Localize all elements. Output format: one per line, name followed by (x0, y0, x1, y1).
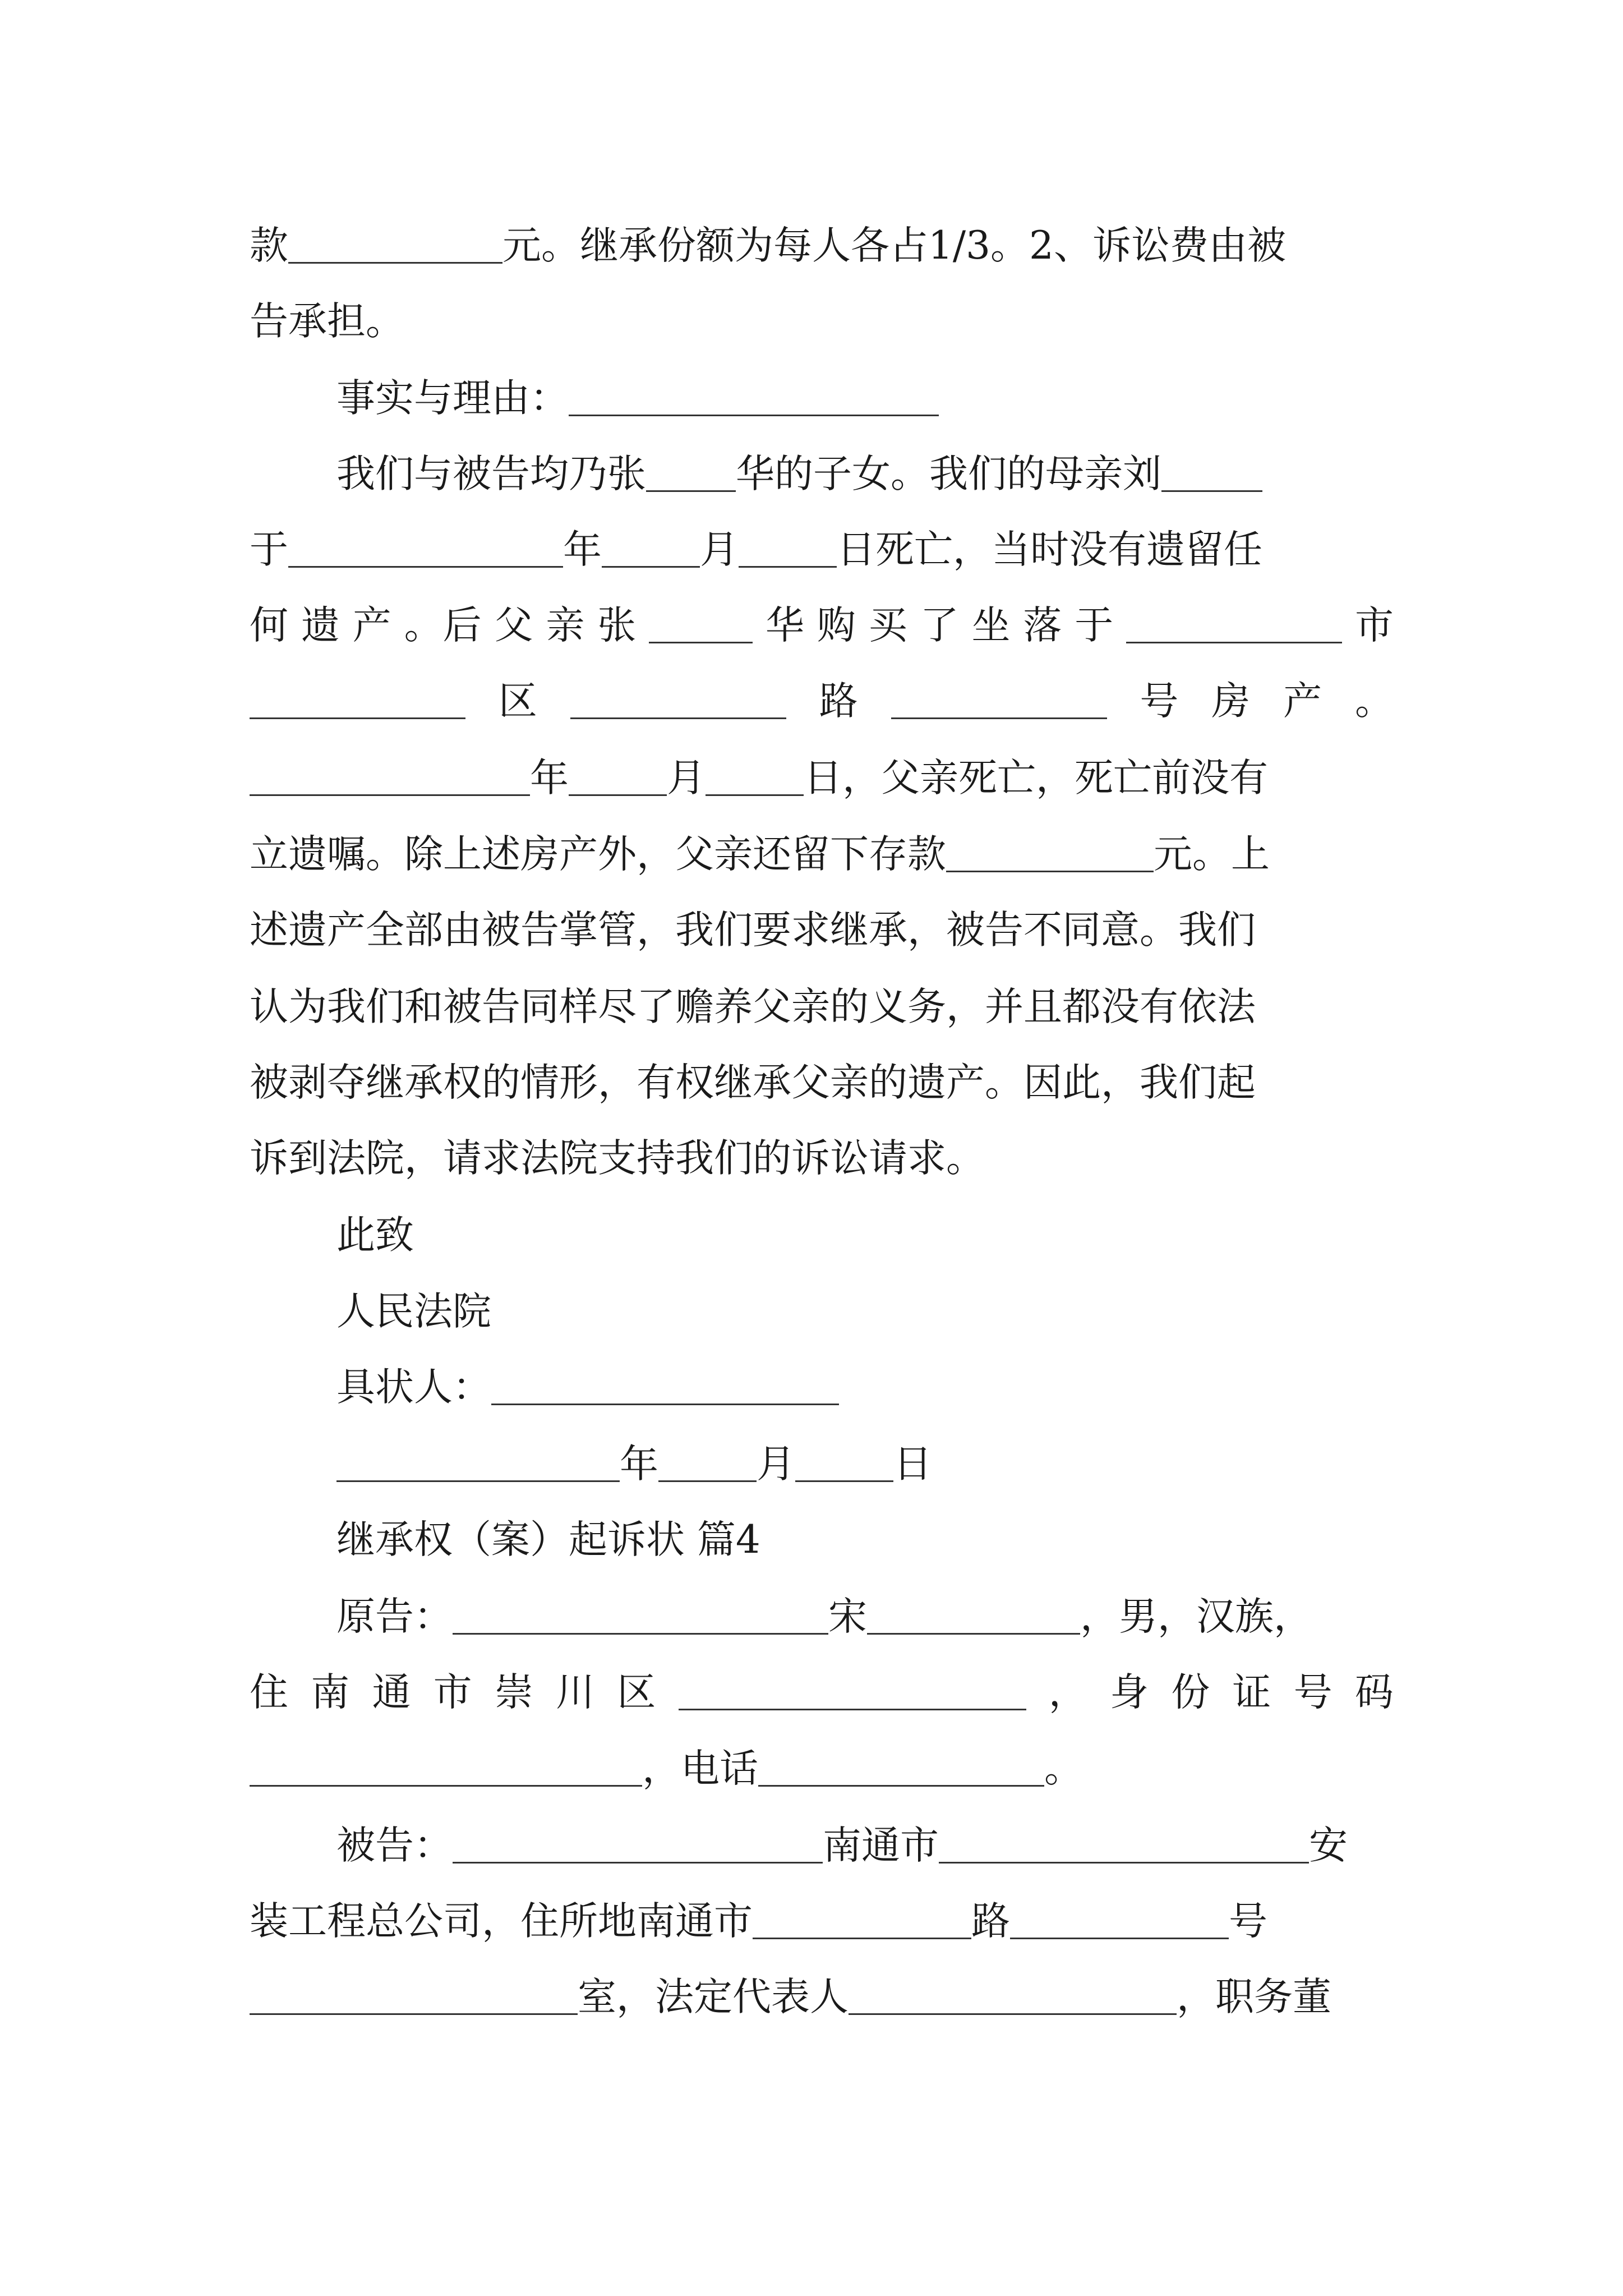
text: 路 (819, 679, 858, 724)
blank-field (679, 1674, 1026, 1710)
text: 日死亡，当时没有遗留任 (837, 527, 1262, 572)
text-line (250, 1055, 1394, 1111)
text-line (250, 1664, 1394, 1720)
blank-field (946, 836, 1154, 872)
text: 市 (1355, 603, 1394, 648)
text: 款 (250, 223, 288, 268)
text-line (250, 1130, 1394, 1186)
blank-field (706, 760, 804, 796)
text: 年 (620, 1442, 658, 1487)
text: 。后 (404, 603, 482, 648)
blank-field (570, 683, 786, 719)
text: 华 (766, 603, 804, 648)
text: 华的子女。我们的母亲刘 (736, 452, 1161, 496)
text: 落 (1023, 603, 1062, 648)
blank-field (753, 1903, 971, 1939)
text: 安 (1309, 1823, 1348, 1868)
blank-field (849, 1978, 1177, 2015)
blank-field (288, 227, 502, 264)
blank-field (646, 455, 736, 492)
blank-field (569, 380, 939, 416)
text: 继承权（案）起诉状 篇4 (336, 1517, 760, 1562)
text: 路 (971, 1899, 1010, 1944)
text-line (250, 979, 1394, 1035)
text-line (250, 293, 1394, 349)
text-line (250, 597, 1394, 654)
blank-field (288, 531, 563, 568)
blank-field (250, 1978, 578, 2015)
text: 此致 (336, 1213, 414, 1258)
text: 南 (311, 1670, 350, 1715)
text-line (250, 826, 1394, 882)
text: 日，父亲死亡，死亡前没有 (804, 756, 1268, 800)
text: 月 (757, 1442, 795, 1487)
text: 张 (597, 603, 637, 648)
text-line (336, 1818, 1394, 1874)
text: 产 (352, 603, 391, 648)
blank-field (1126, 607, 1342, 643)
text: 房 (1211, 679, 1251, 724)
text: 南通市 (823, 1823, 939, 1868)
section-title (336, 1512, 1394, 1568)
text: 。 (1044, 1746, 1083, 1791)
text: 坐 (971, 603, 1011, 648)
blank-field (758, 1750, 1044, 1787)
text: 月 (667, 756, 706, 800)
text: 产 (1283, 679, 1322, 724)
text: 身 (1109, 1670, 1149, 1715)
text: ，电话 (642, 1746, 758, 1791)
text: ， (1048, 1670, 1087, 1715)
text: 述遗产全部由被告掌管，我们要求继承，被告不同意。我们 (250, 908, 1256, 953)
salutation (336, 1207, 1394, 1263)
text: 日 (893, 1442, 932, 1487)
text: 年 (530, 756, 569, 800)
text: 元。上 (1154, 832, 1270, 877)
blank-field (453, 1598, 828, 1635)
blank-field (569, 760, 667, 796)
text: 崇 (494, 1670, 533, 1715)
blank-field (250, 683, 465, 719)
text: 年 (563, 527, 602, 572)
text: 何 (250, 603, 288, 648)
text: 了 (920, 603, 959, 648)
blank-field (336, 1446, 620, 1482)
text-line (250, 902, 1394, 958)
text: 码 (1354, 1670, 1394, 1715)
text-line (250, 1893, 1394, 1949)
text-line (250, 1969, 1394, 2025)
text: 亲 (546, 603, 585, 648)
text: 人民法院 (336, 1289, 491, 1334)
text-line (336, 370, 1394, 426)
blank-field (867, 1598, 1080, 1635)
text: 号 (1293, 1670, 1332, 1715)
text: 购 (817, 603, 856, 648)
text-line (336, 446, 1394, 502)
blank-field (939, 1827, 1309, 1864)
blank-field (453, 1827, 823, 1864)
text: 立遗嘱。除上述房产外，父亲还留下存款 (250, 832, 946, 877)
blank-field (795, 1446, 893, 1482)
blank-field (1161, 455, 1262, 492)
court-name (336, 1283, 1394, 1340)
blank-field (250, 1750, 642, 1787)
text: 于 (1075, 603, 1114, 648)
text: 区 (617, 1670, 656, 1715)
text: ，男，汉族， (1080, 1594, 1312, 1639)
text-line (250, 673, 1394, 729)
text: 具状人： (336, 1365, 491, 1410)
text-line (250, 1741, 1394, 1797)
text: 买 (868, 603, 907, 648)
text: 月 (700, 527, 739, 572)
text: 于 (250, 527, 288, 572)
text: 告承担。 (250, 299, 404, 344)
text: 川 (556, 1670, 595, 1715)
text-line (250, 218, 1394, 274)
blank-field (739, 531, 837, 568)
blank-field (1010, 1903, 1229, 1939)
blank-field (491, 1369, 839, 1405)
signature-line (336, 1359, 1394, 1415)
text: 遗 (301, 603, 340, 648)
date-line (336, 1436, 1394, 1492)
text: 住 (250, 1670, 288, 1715)
text: 号 (1229, 1899, 1267, 1944)
text: 父 (494, 603, 533, 648)
blank-field (658, 1446, 757, 1482)
text: 被告： (336, 1823, 453, 1868)
text: 市 (433, 1670, 472, 1715)
blank-field (891, 683, 1107, 719)
text: 份 (1171, 1670, 1210, 1715)
text: 事实与理由： (336, 376, 569, 421)
text: 宋 (828, 1594, 867, 1639)
text: ，职务董 (1177, 1975, 1331, 2019)
text: 装工程总公司，住所地南通市 (250, 1899, 753, 1944)
text: 通 (372, 1670, 411, 1715)
text-line (250, 522, 1394, 578)
text-line (336, 1589, 1394, 1645)
text: 元。继承份额为每人各占1/3。2、诉讼费由被 (502, 223, 1286, 268)
text: 原告： (336, 1594, 453, 1639)
text: 区 (498, 679, 537, 724)
text: 我们与被告均乃张 (336, 452, 646, 496)
blank-field (250, 760, 530, 796)
text: 被剥夺继承权的情形，有权继承父亲的遗产。因此，我们起 (250, 1060, 1256, 1105)
text: 认为我们和被告同样尽了赡养父亲的义务，并且都没有依法 (250, 984, 1256, 1029)
text: 诉到法院，请求法院支持我们的诉讼请求。 (250, 1136, 985, 1181)
text: 。 (1355, 679, 1394, 724)
text: 证 (1232, 1670, 1271, 1715)
text: 室，法定代表人 (578, 1975, 849, 2019)
text: 号 (1140, 679, 1179, 724)
text-line (250, 750, 1394, 806)
blank-field (649, 607, 753, 643)
blank-field (602, 531, 700, 568)
